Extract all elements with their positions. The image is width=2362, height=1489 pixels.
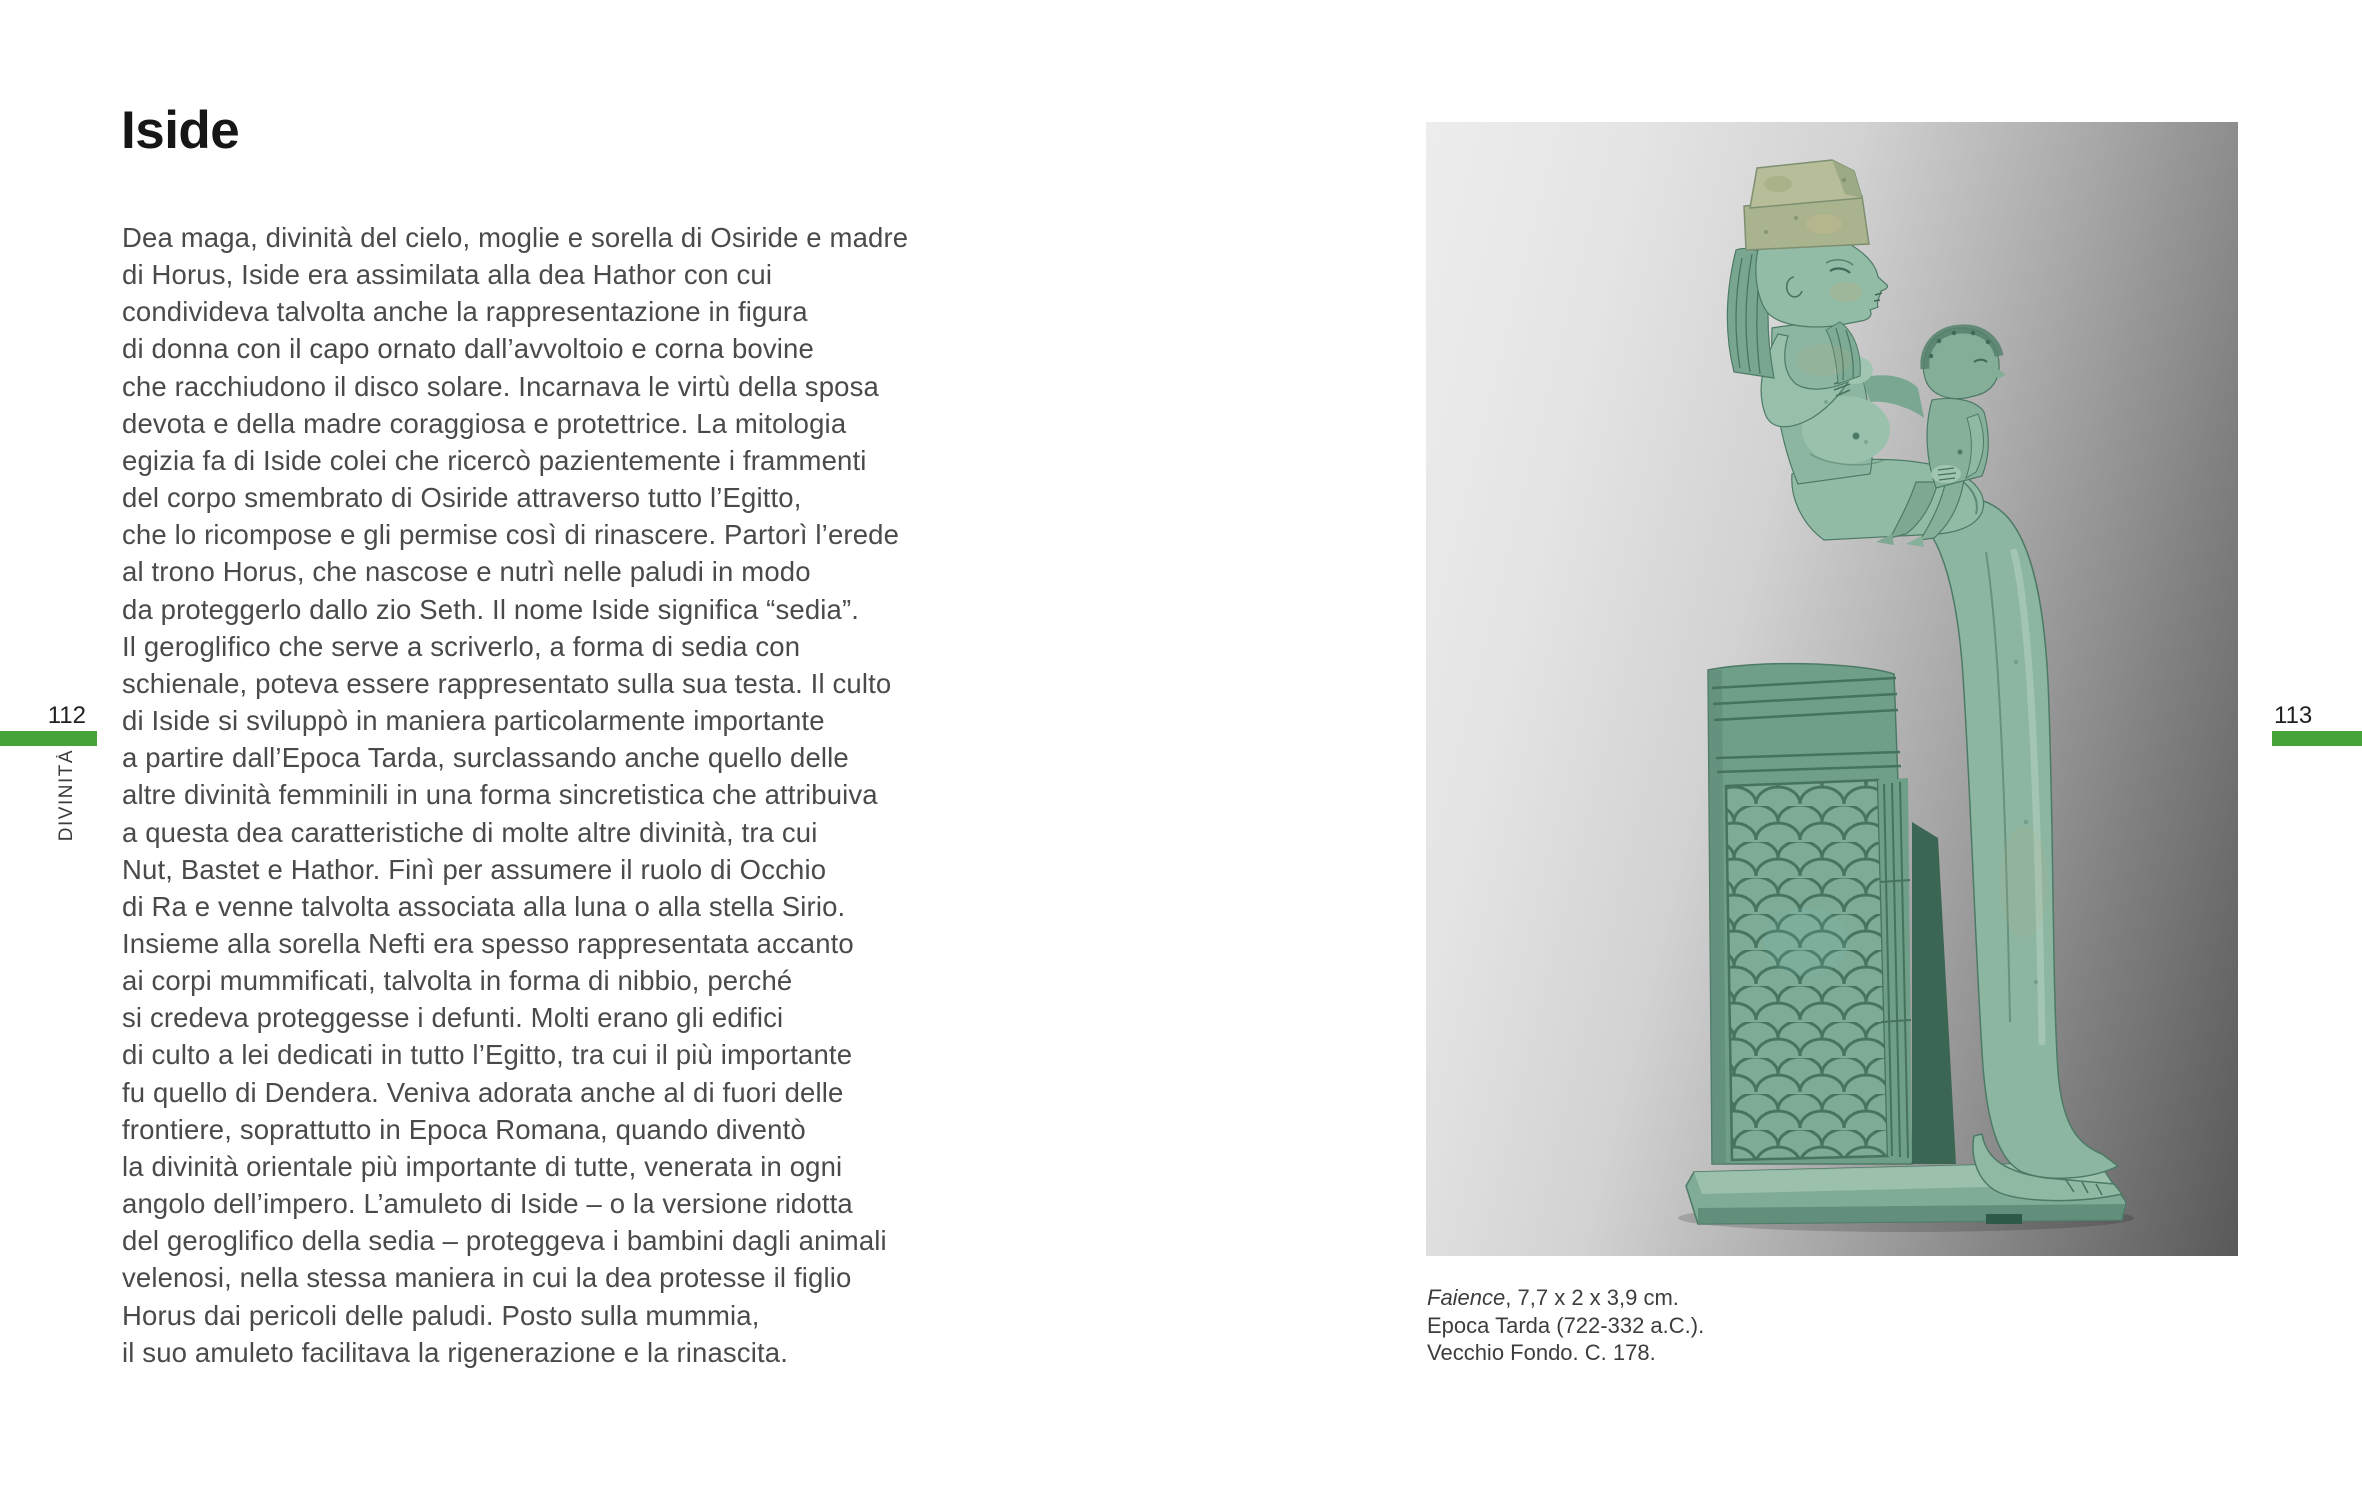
statue-photo (1426, 122, 2238, 1256)
caption-dimensions: , 7,7 x 2 x 3,9 cm. (1505, 1285, 1679, 1310)
section-label: DIVINITÀ (56, 749, 77, 842)
caption-provenance: Vecchio Fondo. C. 178. (1427, 1340, 1656, 1366)
body-text-line: schienale, poteva essere rappresentato sulla sua testa. Il culto (122, 667, 892, 699)
caption-line-1 (1427, 1284, 1704, 1312)
body-text-line: la divinità orientale più importante di tutte, venerata in ogni (122, 1150, 843, 1182)
body-text-line: Horus dai pericoli delle paludi. Posto sulla mummia, (122, 1299, 760, 1331)
body-text-line: di culto a lei dedicati in tutto l’Egitto, tra cui il più importante (122, 1039, 853, 1071)
page-number-right: 113 (2274, 702, 2313, 729)
body-text-line: si credeva proteggesse i defunti. Molti erano gli edifici (122, 1002, 784, 1034)
accent-bar-right (2272, 731, 2362, 746)
body-text-line: di Ra e venne talvolta associata alla luna o alla stella Sirio. (122, 890, 846, 922)
body-text-line: devota e della madre coraggiosa e protettrice. La mitologia (122, 407, 847, 439)
accent-bar-left (0, 731, 97, 746)
photo-caption (1427, 1284, 1704, 1367)
caption-material: Faience (1427, 1285, 1506, 1310)
body-text-line: velenosi, nella stessa maniera in cui la dea protesse il figlio (122, 1262, 852, 1294)
body-text-line: che racchiudono il disco solare. Incarnava le virtù della sposa (122, 370, 879, 402)
body-text-line: il suo amuleto facilitava la rigenerazione e la rinascita. (122, 1336, 788, 1368)
body-text-line: angolo dell’impero. L’amuleto di Iside – o la versione ridotta (122, 1188, 853, 1220)
body-text (122, 219, 1022, 1371)
page-title: Iside (121, 101, 240, 160)
body-text-line: Dea maga, divinità del cielo, moglie e sorella di Osiride e madre (122, 222, 909, 253)
body-text-line: ai corpi mummificati, talvolta in forma di nibbio, perché (122, 965, 793, 997)
page-number-left: 112 (47, 702, 86, 729)
body-text-line: a questa dea caratteristiche di molte altre divinità, tra cui (122, 816, 818, 848)
body-text-line: altre divinità femminili in una forma sincretistica che attribuiva (122, 779, 878, 811)
isis-nursing-horus-statue-illustration (1426, 122, 2238, 1256)
body-text-line: del geroglifico della sedia – proteggeva i bambini dagli animali (122, 1225, 887, 1257)
body-text-line: Il geroglifico che serve a scriverlo, a forma di sedia con (122, 630, 801, 662)
body-text-line: Nut, Bastet e Hathor. Finì per assumere il ruolo di Occhio (122, 853, 827, 885)
caption-epoch: Epoca Tarda (722-332 a.C.). (1427, 1312, 1705, 1338)
body-text-line: fu quello di Dendera. Veniva adorata anche al di fuori delle (122, 1076, 844, 1108)
body-text-line: da proteggerlo dallo zio Seth. Il nome Iside significa “sedia”. (122, 593, 860, 625)
body-text-line: di Iside si sviluppò in maniera particolarmente importante (122, 705, 825, 737)
body-text-line: egizia fa di Iside colei che ricercò pazientemente i frammenti (122, 444, 867, 476)
body-text-line: condivideva talvolta anche la rappresentazione in figura (122, 296, 808, 328)
body-text-line: frontiere, soprattutto in Epoca Romana, quando diventò (122, 1113, 806, 1145)
body-text-line: di donna con il capo ornato dall’avvoltoio e corna bovine (122, 333, 814, 365)
body-text-line: di Horus, Iside era assimilata alla dea Hathor con cui (122, 259, 773, 291)
body-text-line: Insieme alla sorella Nefti era spesso rappresentata accanto (122, 927, 854, 959)
body-text-line: al trono Horus, che nascose e nutrì nelle paludi in modo (122, 556, 811, 588)
body-text-line: che lo ricompose e gli permise così di rinascere. Partorì l’erede (122, 519, 900, 551)
body-text-line: del corpo smembrato di Osiride attraverso tutto l’Egitto, (122, 482, 802, 514)
body-text-line: a partire dall’Epoca Tarda, surclassando anche quello delle (122, 742, 849, 774)
